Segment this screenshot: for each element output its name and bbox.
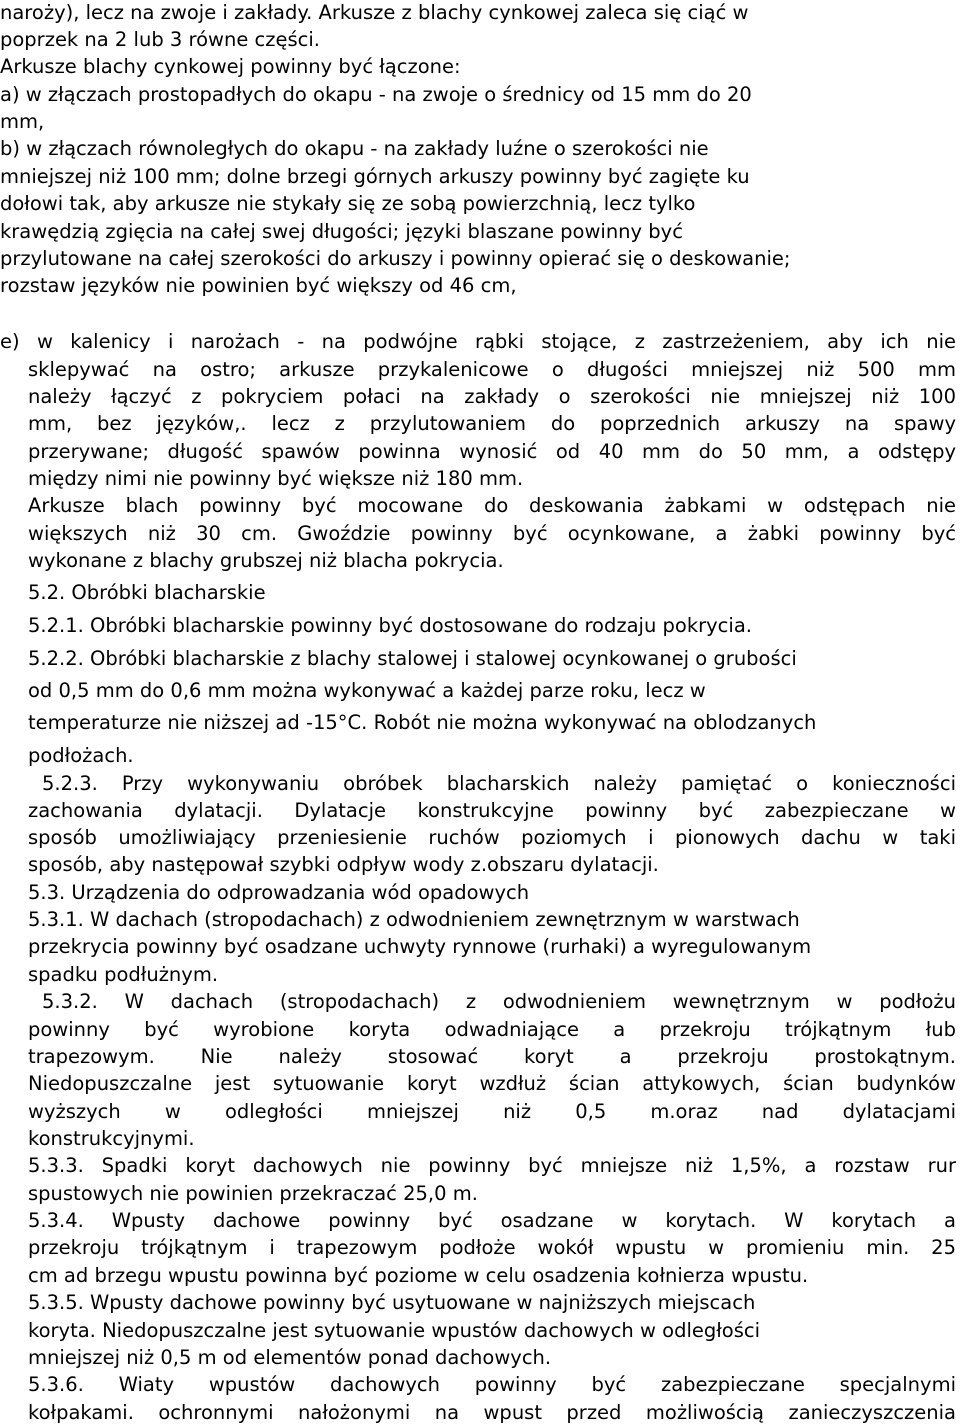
text-line: spadku podłużnym. [28, 963, 219, 986]
text-line: temperaturze nie niższej ad -15°C. Robót nie można wykonywać na oblodzanych [28, 711, 817, 734]
text-line: 5.3.4. Wpusty dachowe powinny być osadzane w korytach. W korytach a [28, 1209, 956, 1232]
text-line: mm, [0, 110, 45, 133]
text-line: b) w złączach równoległych do okapu - na zakłady luźne o szerokości nie [0, 137, 709, 160]
text-line: zachowania dylatacji. Dylatacje konstrukcyjne powinny być zabezpieczane w [28, 799, 956, 822]
text-line: mniejszej niż 100 mm; dolne brzegi górnych arkuszy powinny być zagięte ku [0, 165, 750, 188]
text-line: 5.3.1. W dachach (stropodachach) z odwodnieniem zewnętrznym w warstwach [28, 908, 800, 931]
text-line: od 0,5 mm do 0,6 mm można wykonywać a każdej parze roku, lecz w [28, 679, 706, 702]
text-line: należy łączyć z pokryciem połaci na zakłady o szerokości nie mniejszej niż 100 [28, 385, 956, 408]
text-line: kołpakami. ochronnymi nałożonymi na wpust przed możliwością zanieczyszczenia [28, 1401, 956, 1424]
text-line: e) w kalenicy i narożach - na podwójne rąbki stojące, z zastrzeżeniem, aby ich nie [0, 330, 956, 353]
text-line: Arkusze blach powinny być mocowane do deskowania żabkami w odstępach nie [28, 494, 956, 517]
text-line: krawędzią zgięcia na całej swej długości; języki blaszane powinny być [0, 220, 683, 243]
text-line: sposób umożliwiający przeniesienie ruchów poziomych i pionowych dachu w taki [28, 826, 956, 849]
text-line: sklepywać na ostro; arkusze przykalenicowe o długości mniejszej niż 500 mm [28, 358, 956, 381]
text-line: przylutowane na całej szerokości do arkuszy i powinny opierać się o deskowanie; [0, 247, 791, 270]
text-line: 5.3.2. W dachach (stropodachach) z odwodnieniem wewnętrznym w podłożu [42, 990, 956, 1013]
text-line: a) w złączach prostopadłych do okapu - na zwoje o średnicy od 15 mm do 20 [0, 83, 752, 106]
text-line: 5.2.2. Obróbki blacharskie z blachy stalowej i stalowej ocynkowanej o grubości [28, 647, 797, 670]
text-line: sposób, aby następował szybki odpływ wody z.obszaru dylatacji. [28, 853, 659, 876]
text-line: mniejszej niż 0,5 m od elementów ponad dachowych. [28, 1346, 552, 1369]
text-line: między nimi nie powinny być większe niż 180 mm. [28, 467, 524, 490]
text-line: mm, bez języków,. lecz z przylutowaniem do poprzednich arkuszy na spawy [28, 412, 956, 435]
text-line: 5.3.5. Wpusty dachowe powinny być usytuowane w najniższych miejscach [28, 1291, 756, 1314]
text-line: większych niż 30 cm. Gwoździe powinny być ocynkowane, a żabki powinny być [28, 522, 956, 545]
section-heading: 5.3. Urządzenia do odprowadzania wód opadowych [28, 881, 530, 904]
section-heading: 5.2. Obróbki blacharskie [28, 581, 266, 604]
text-line: 5.2.1. Obróbki blacharskie powinny być dostosowane do rodzaju pokrycia. [28, 614, 752, 637]
text-line: spustowych nie powinien przekraczać 25,0 m. [28, 1182, 478, 1205]
text-line: przekroju trójkątnym i trapezowym podłoże wokół wpustu w promieniu min. 25 [28, 1236, 956, 1259]
text-line: Niedopuszczalne jest sytuowanie koryt wzdłuż ścian attykowych, ścian budynków [28, 1072, 956, 1095]
text-line: cm ad brzegu wpustu powinna być poziome w celu osadzenia kołnierza wpustu. [28, 1264, 809, 1287]
text-line: narożу), lecz na zwoje i zakłady. Arkusze z blachy cynkowej zaleca się ciąć w [0, 1, 749, 24]
text-line: konstrukcyjnymi. [28, 1127, 195, 1150]
text-line: wyższych w odległości mniejszej niż 0,5 m.oraz nad dylatacjami [28, 1100, 956, 1123]
text-line: Arkusze blachy cynkowej powinny być łączone: [0, 55, 461, 78]
text-line: 5.3.3. Spadki koryt dachowych nie powinny być mniejsze niż 1,5%, a rozstaw rur [28, 1154, 956, 1177]
text-line: trapezowym. Nie należy stosować koryt a przekroju prostokątnym. [28, 1045, 956, 1068]
text-line: dołowi tak, aby arkusze nie stykały się ze sobą powierzchnią, lecz tylko [0, 192, 696, 215]
text-line: powinny być wyrobione koryta odwadniające a przekroju trójkątnym łub [28, 1018, 956, 1041]
text-line: 5.2.3. Przy wykonywaniu obróbek blacharskich należy pamiętać o konieczności [42, 772, 956, 795]
text-line: przekrycia powinny być osadzane uchwyty rynnowe (rurhaki) a wyregulowanym [28, 935, 812, 958]
text-line: rozstaw języków nie powinien być większy od 46 cm, [0, 274, 517, 297]
text-line: poprzek na 2 lub 3 równe części. [0, 28, 320, 51]
text-line: wykonane z blachy grubszej niż blacha pokrycia. [28, 549, 504, 572]
text-line: podłożach. [28, 744, 134, 767]
text-line: 5.3.6. Wiaty wpustów dachowych powinny być zabezpieczane specjalnymi [28, 1373, 956, 1396]
text-line: koryta. Niedopuszczalne jest sytuowanie wpustów dachowych w odległości [28, 1319, 761, 1342]
text-line: przerywane; długość spawów powinna wynosić od 40 mm do 50 mm, a odstępy [28, 440, 956, 463]
